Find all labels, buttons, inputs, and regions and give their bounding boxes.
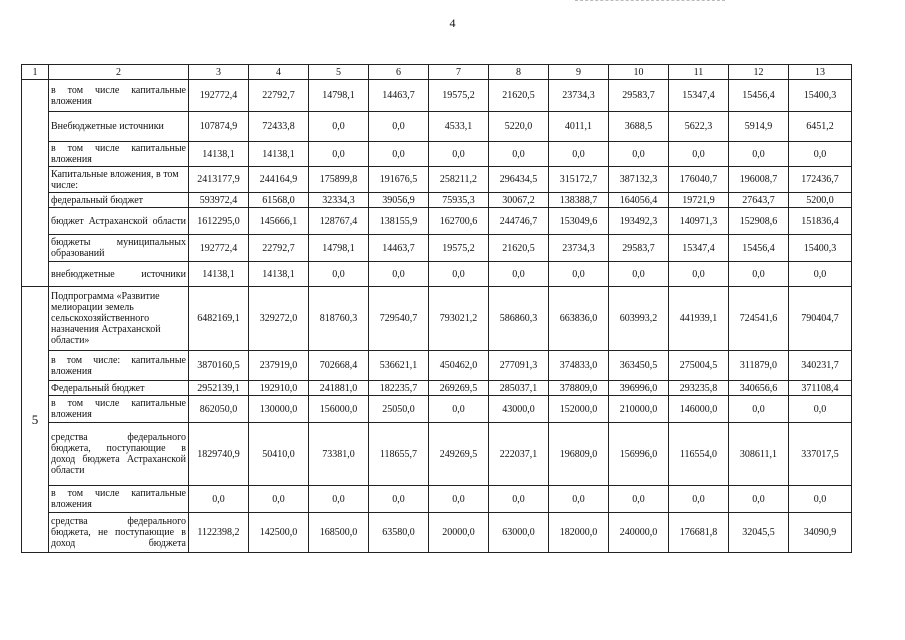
- value-cell-col-12: 196008,7: [729, 167, 789, 193]
- value-cell-col-10: 363450,5: [609, 351, 669, 381]
- value-cell-col-11: 15347,4: [669, 80, 729, 112]
- value-cell-col-10: 156996,0: [609, 423, 669, 486]
- row-number-5: 5: [22, 287, 49, 553]
- table-row: [22, 208, 852, 235]
- value-cell-col-3: 14138,1: [189, 142, 249, 167]
- value-cell-col-13: 0,0: [789, 262, 852, 287]
- column-header-6: 6: [369, 65, 429, 80]
- row-label: Внебюджетные источники: [49, 112, 189, 142]
- value-cell-col-6: 39056,9: [369, 193, 429, 208]
- value-cell-col-13: 0,0: [789, 486, 852, 513]
- value-cell-col-4: 237919,0: [249, 351, 309, 381]
- value-cell-col-12: 311879,0: [729, 351, 789, 381]
- table-row: [22, 167, 852, 193]
- column-header-10: 10: [609, 65, 669, 80]
- value-cell-col-3: 1829740,9: [189, 423, 249, 486]
- value-cell-col-4: 14138,1: [249, 262, 309, 287]
- header-row: [22, 65, 852, 80]
- value-cell-col-4: 142500,0: [249, 513, 309, 553]
- value-cell-col-13: 790404,7: [789, 287, 852, 351]
- value-cell-col-10: 210000,0: [609, 396, 669, 423]
- value-cell-col-4: 145666,1: [249, 208, 309, 235]
- value-cell-col-4: 72433,8: [249, 112, 309, 142]
- value-cell-col-9: 374833,0: [549, 351, 609, 381]
- value-cell-col-12: 0,0: [729, 142, 789, 167]
- value-cell-col-8: 277091,3: [489, 351, 549, 381]
- value-cell-col-3: 593972,4: [189, 193, 249, 208]
- value-cell-col-6: 0,0: [369, 112, 429, 142]
- column-header-8: 8: [489, 65, 549, 80]
- value-cell-col-13: 6451,2: [789, 112, 852, 142]
- value-cell-col-6: 0,0: [369, 142, 429, 167]
- table-row: [22, 486, 852, 513]
- value-cell-col-4: 14138,1: [249, 142, 309, 167]
- value-cell-col-11: 5622,3: [669, 112, 729, 142]
- value-cell-col-7: 162700,6: [429, 208, 489, 235]
- value-cell-col-11: 441939,1: [669, 287, 729, 351]
- value-cell-col-5: 14798,1: [309, 80, 369, 112]
- value-cell-col-3: 0,0: [189, 486, 249, 513]
- value-cell-col-8: 30067,2: [489, 193, 549, 208]
- row-label: в том числе: капитальные вложения: [49, 351, 189, 381]
- value-cell-col-13: 151836,4: [789, 208, 852, 235]
- value-cell-col-10: 29583,7: [609, 235, 669, 262]
- budget-table: [21, 64, 852, 553]
- value-cell-col-6: 0,0: [369, 262, 429, 287]
- value-cell-col-12: 0,0: [729, 396, 789, 423]
- value-cell-col-12: 32045,5: [729, 513, 789, 553]
- value-cell-col-3: 1612295,0: [189, 208, 249, 235]
- row-label: бюджет Астраханской области: [49, 208, 189, 235]
- value-cell-col-11: 293235,8: [669, 381, 729, 396]
- value-cell-col-13: 0,0: [789, 396, 852, 423]
- value-cell-col-7: 0,0: [429, 262, 489, 287]
- column-header-3: 3: [189, 65, 249, 80]
- table-row: [22, 396, 852, 423]
- column-header-7: 7: [429, 65, 489, 80]
- table-row: [22, 193, 852, 208]
- value-cell-col-7: 249269,5: [429, 423, 489, 486]
- value-cell-col-8: 0,0: [489, 142, 549, 167]
- value-cell-col-13: 34090,9: [789, 513, 852, 553]
- value-cell-col-8: 296434,5: [489, 167, 549, 193]
- row-label: средства федерального бюджета, не поступающие в доход бюджета: [49, 513, 189, 553]
- column-header-2: 2: [49, 65, 189, 80]
- value-cell-col-6: 14463,7: [369, 80, 429, 112]
- value-cell-col-10: 0,0: [609, 142, 669, 167]
- value-cell-col-3: 107874,9: [189, 112, 249, 142]
- value-cell-col-7: 19575,2: [429, 80, 489, 112]
- value-cell-col-7: 0,0: [429, 396, 489, 423]
- table-row: [22, 513, 852, 553]
- value-cell-col-9: 0,0: [549, 486, 609, 513]
- value-cell-col-11: 275004,5: [669, 351, 729, 381]
- value-cell-col-9: 196809,0: [549, 423, 609, 486]
- value-cell-col-12: 15456,4: [729, 80, 789, 112]
- value-cell-col-6: 118655,7: [369, 423, 429, 486]
- value-cell-col-13: 172436,7: [789, 167, 852, 193]
- value-cell-col-7: 4533,1: [429, 112, 489, 142]
- value-cell-col-9: 138388,7: [549, 193, 609, 208]
- value-cell-col-3: 6482169,1: [189, 287, 249, 351]
- value-cell-col-11: 140971,3: [669, 208, 729, 235]
- value-cell-col-11: 19721,9: [669, 193, 729, 208]
- value-cell-col-8: 21620,5: [489, 80, 549, 112]
- value-cell-col-5: 168500,0: [309, 513, 369, 553]
- table-row: [22, 80, 852, 112]
- value-cell-col-3: 862050,0: [189, 396, 249, 423]
- value-cell-col-8: 21620,5: [489, 235, 549, 262]
- value-cell-col-10: 29583,7: [609, 80, 669, 112]
- value-cell-col-8: 0,0: [489, 262, 549, 287]
- table-row: [22, 381, 852, 396]
- row-label: в том числе капитальные вложения: [49, 142, 189, 167]
- value-cell-col-10: 0,0: [609, 486, 669, 513]
- value-cell-col-10: 193492,3: [609, 208, 669, 235]
- row-label: федеральный бюджет: [49, 193, 189, 208]
- value-cell-col-7: 20000,0: [429, 513, 489, 553]
- value-cell-col-8: 586860,3: [489, 287, 549, 351]
- value-cell-col-6: 536621,1: [369, 351, 429, 381]
- value-cell-col-6: 25050,0: [369, 396, 429, 423]
- value-cell-col-9: 182000,0: [549, 513, 609, 553]
- value-cell-col-11: 176040,7: [669, 167, 729, 193]
- value-cell-col-8: 285037,1: [489, 381, 549, 396]
- value-cell-col-12: 27643,7: [729, 193, 789, 208]
- value-cell-col-5: 702668,4: [309, 351, 369, 381]
- table-row: [22, 235, 852, 262]
- value-cell-col-4: 0,0: [249, 486, 309, 513]
- value-cell-col-12: 152908,6: [729, 208, 789, 235]
- table-row: [22, 142, 852, 167]
- value-cell-col-4: 22792,7: [249, 235, 309, 262]
- value-cell-col-4: 244164,9: [249, 167, 309, 193]
- table-row: [22, 423, 852, 486]
- value-cell-col-5: 14798,1: [309, 235, 369, 262]
- value-cell-col-12: 0,0: [729, 262, 789, 287]
- value-cell-col-11: 0,0: [669, 262, 729, 287]
- column-header-13: 13: [789, 65, 852, 80]
- value-cell-col-7: 258211,2: [429, 167, 489, 193]
- value-cell-col-9: 23734,3: [549, 80, 609, 112]
- value-cell-col-13: 371108,4: [789, 381, 852, 396]
- value-cell-col-12: 340656,6: [729, 381, 789, 396]
- value-cell-col-12: 15456,4: [729, 235, 789, 262]
- value-cell-col-9: 315172,7: [549, 167, 609, 193]
- table-row: [22, 287, 852, 351]
- row-label: Подпрограмма «Развитие мелиорации земель сельскохозяйственного назначения Астраханской области»: [49, 287, 189, 351]
- column-header-9: 9: [549, 65, 609, 80]
- value-cell-col-3: 2413177,9: [189, 167, 249, 193]
- value-cell-col-5: 0,0: [309, 486, 369, 513]
- value-cell-col-6: 729540,7: [369, 287, 429, 351]
- value-cell-col-5: 0,0: [309, 112, 369, 142]
- page-number: 4: [449, 16, 456, 30]
- value-cell-col-6: 14463,7: [369, 235, 429, 262]
- value-cell-col-10: 3688,5: [609, 112, 669, 142]
- row-label: Капитальные вложения, в том числе:: [49, 167, 189, 193]
- value-cell-col-13: 15400,3: [789, 80, 852, 112]
- table-body: [22, 80, 852, 553]
- value-cell-col-4: 130000,0: [249, 396, 309, 423]
- value-cell-col-9: 663836,0: [549, 287, 609, 351]
- value-cell-col-13: 5200,0: [789, 193, 852, 208]
- value-cell-col-13: 340231,7: [789, 351, 852, 381]
- value-cell-col-5: 128767,4: [309, 208, 369, 235]
- value-cell-col-8: 5220,0: [489, 112, 549, 142]
- row-label: Федеральный бюджет: [49, 381, 189, 396]
- row-label: в том числе капитальные вложения: [49, 396, 189, 423]
- value-cell-col-6: 138155,9: [369, 208, 429, 235]
- value-cell-col-4: 192910,0: [249, 381, 309, 396]
- value-cell-col-7: 269269,5: [429, 381, 489, 396]
- table-row: [22, 351, 852, 381]
- value-cell-col-10: 387132,3: [609, 167, 669, 193]
- value-cell-col-12: 5914,9: [729, 112, 789, 142]
- value-cell-col-5: 175899,8: [309, 167, 369, 193]
- value-cell-col-3: 2952139,1: [189, 381, 249, 396]
- value-cell-col-7: 450462,0: [429, 351, 489, 381]
- value-cell-col-10: 0,0: [609, 262, 669, 287]
- column-header-5: 5: [309, 65, 369, 80]
- value-cell-col-12: 308611,1: [729, 423, 789, 486]
- value-cell-col-9: 152000,0: [549, 396, 609, 423]
- value-cell-col-5: 241881,0: [309, 381, 369, 396]
- row-label: внебюджетные источники: [49, 262, 189, 287]
- value-cell-col-8: 63000,0: [489, 513, 549, 553]
- value-cell-col-5: 32334,3: [309, 193, 369, 208]
- value-cell-col-11: 146000,0: [669, 396, 729, 423]
- value-cell-col-11: 0,0: [669, 486, 729, 513]
- row-label: бюджеты муниципальных образований: [49, 235, 189, 262]
- value-cell-col-3: 14138,1: [189, 262, 249, 287]
- value-cell-col-5: 0,0: [309, 262, 369, 287]
- value-cell-col-11: 0,0: [669, 142, 729, 167]
- value-cell-col-5: 0,0: [309, 142, 369, 167]
- value-cell-col-10: 240000,0: [609, 513, 669, 553]
- value-cell-col-4: 329272,0: [249, 287, 309, 351]
- value-cell-col-9: 0,0: [549, 262, 609, 287]
- value-cell-col-7: 793021,2: [429, 287, 489, 351]
- value-cell-col-6: 63580,0: [369, 513, 429, 553]
- table-row: [22, 112, 852, 142]
- value-cell-col-4: 22792,7: [249, 80, 309, 112]
- column-header-11: 11: [669, 65, 729, 80]
- row-label: в том числе капитальные вложения: [49, 486, 189, 513]
- column-header-1: 1: [22, 65, 49, 80]
- value-cell-col-12: 724541,6: [729, 287, 789, 351]
- value-cell-col-3: 192772,4: [189, 80, 249, 112]
- value-cell-col-5: 73381,0: [309, 423, 369, 486]
- value-cell-col-7: 0,0: [429, 142, 489, 167]
- value-cell-col-13: 0,0: [789, 142, 852, 167]
- value-cell-col-9: 0,0: [549, 142, 609, 167]
- value-cell-col-7: 75935,3: [429, 193, 489, 208]
- value-cell-col-9: 23734,3: [549, 235, 609, 262]
- value-cell-col-7: 0,0: [429, 486, 489, 513]
- value-cell-col-9: 153049,6: [549, 208, 609, 235]
- value-cell-col-3: 3870160,5: [189, 351, 249, 381]
- column-header-12: 12: [729, 65, 789, 80]
- value-cell-col-11: 15347,4: [669, 235, 729, 262]
- table-row: [22, 262, 852, 287]
- value-cell-col-11: 116554,0: [669, 423, 729, 486]
- row-label: в том числе капитальные вложения: [49, 80, 189, 112]
- value-cell-col-6: 182235,7: [369, 381, 429, 396]
- value-cell-col-6: 0,0: [369, 486, 429, 513]
- row-label: средства федерального бюджета, поступающие в доход бюджета Астраханской области: [49, 423, 189, 486]
- value-cell-col-7: 19575,2: [429, 235, 489, 262]
- value-cell-col-4: 50410,0: [249, 423, 309, 486]
- value-cell-col-3: 1122398,2: [189, 513, 249, 553]
- scan-edge-mark: [575, 0, 725, 4]
- value-cell-col-10: 164056,4: [609, 193, 669, 208]
- value-cell-col-13: 337017,5: [789, 423, 852, 486]
- value-cell-col-8: 244746,7: [489, 208, 549, 235]
- row-number-cell: [22, 80, 49, 287]
- column-header-4: 4: [249, 65, 309, 80]
- value-cell-col-10: 396996,0: [609, 381, 669, 396]
- value-cell-col-4: 61568,0: [249, 193, 309, 208]
- value-cell-col-9: 378809,0: [549, 381, 609, 396]
- value-cell-col-8: 0,0: [489, 486, 549, 513]
- value-cell-col-9: 4011,1: [549, 112, 609, 142]
- value-cell-col-5: 818760,3: [309, 287, 369, 351]
- value-cell-col-6: 191676,5: [369, 167, 429, 193]
- value-cell-col-13: 15400,3: [789, 235, 852, 262]
- value-cell-col-11: 176681,8: [669, 513, 729, 553]
- value-cell-col-12: 0,0: [729, 486, 789, 513]
- value-cell-col-3: 192772,4: [189, 235, 249, 262]
- value-cell-col-8: 222037,1: [489, 423, 549, 486]
- value-cell-col-5: 156000,0: [309, 396, 369, 423]
- value-cell-col-8: 43000,0: [489, 396, 549, 423]
- value-cell-col-10: 603993,2: [609, 287, 669, 351]
